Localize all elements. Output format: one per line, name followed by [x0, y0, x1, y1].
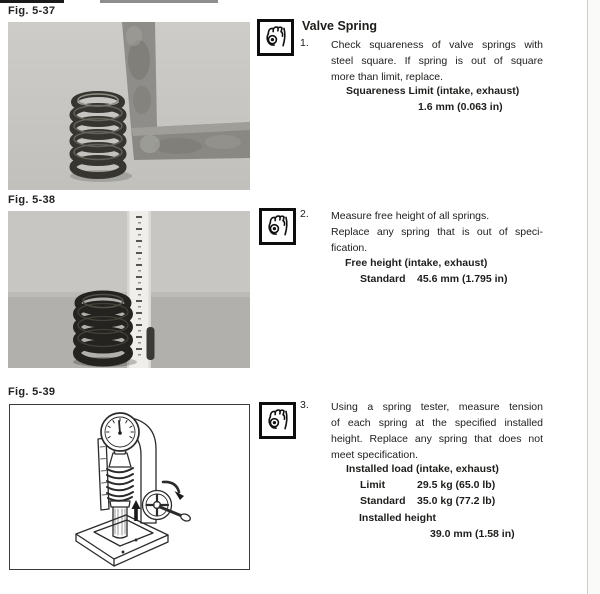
valve-spring-square-photo	[8, 22, 250, 190]
step-text-line: meet specification.	[331, 449, 418, 461]
ruler-side-marker	[147, 327, 155, 360]
tester-spring	[107, 468, 133, 501]
tester-spindle	[110, 501, 130, 538]
spec-title: Squareness Limit (intake, exhaust)	[346, 85, 520, 97]
measure-hand-icon	[259, 208, 296, 245]
step-text-line: Measure free height of all springs.	[331, 210, 490, 222]
scale-strip	[98, 438, 109, 510]
spec-title: Installed load (intake, exhaust)	[346, 463, 499, 475]
spec-row-label: Standard	[360, 495, 406, 507]
step-number: 3.	[300, 399, 309, 411]
step-text-line: steel square. If spring is out of square	[331, 55, 543, 67]
step-text-line: of each spring at the specified installed	[331, 417, 543, 429]
spec-row-value: 45.6 mm (1.795 in)	[417, 273, 508, 285]
step-text-line: fication.	[331, 242, 368, 254]
spec-title: Installed height	[359, 512, 437, 524]
step-number: 1.	[300, 37, 309, 49]
figure-5-39-diagram	[9, 404, 250, 570]
figure-label: Fig. 5-39	[8, 386, 56, 398]
valve-spring-ruler-photo	[8, 211, 250, 368]
figure-5-38-photo	[8, 211, 250, 368]
page-crop-fragment	[100, 0, 218, 3]
figure-label: Fig. 5-38	[8, 194, 56, 206]
figure-5-37-photo	[8, 22, 250, 190]
step-text	[331, 37, 543, 85]
valve-spring	[73, 94, 123, 176]
section-heading: Valve Spring	[302, 19, 378, 33]
hand-wheel	[143, 491, 192, 523]
step-text-line: height. Replace any spring that does not	[331, 433, 543, 445]
step-text-line: more than limit, replace.	[331, 71, 444, 83]
page-margin	[588, 0, 600, 594]
gauge-cone	[109, 453, 131, 467]
measure-hand-icon	[259, 402, 296, 439]
spec-title: Free height (intake, exhaust)	[345, 257, 488, 269]
spec-value: 39.0 mm (1.58 in)	[430, 528, 515, 540]
spring-tester-drawing	[10, 405, 249, 569]
spec-row-value: 35.0 kg (77.2 lb)	[417, 495, 496, 507]
step-text-line: Replace any spring that is out of speci-	[331, 226, 543, 238]
spec-row-value: 29.5 kg (65.0 lb)	[417, 479, 496, 491]
step-text	[331, 208, 543, 256]
step-text-line: Using a spring tester, measure tension	[331, 401, 543, 413]
step-text	[331, 399, 543, 463]
step-text-line: Check squareness of valve springs with	[331, 39, 543, 51]
measure-hand-icon	[257, 19, 294, 56]
step-number: 2.	[300, 208, 309, 220]
figure-label: Fig. 5-37	[8, 5, 56, 17]
spec-row-label: Standard	[360, 273, 406, 285]
spec-row-label: Limit	[360, 479, 386, 491]
page-crop-fragment	[0, 0, 64, 3]
spec-value: 1.6 mm (0.063 in)	[418, 101, 503, 113]
